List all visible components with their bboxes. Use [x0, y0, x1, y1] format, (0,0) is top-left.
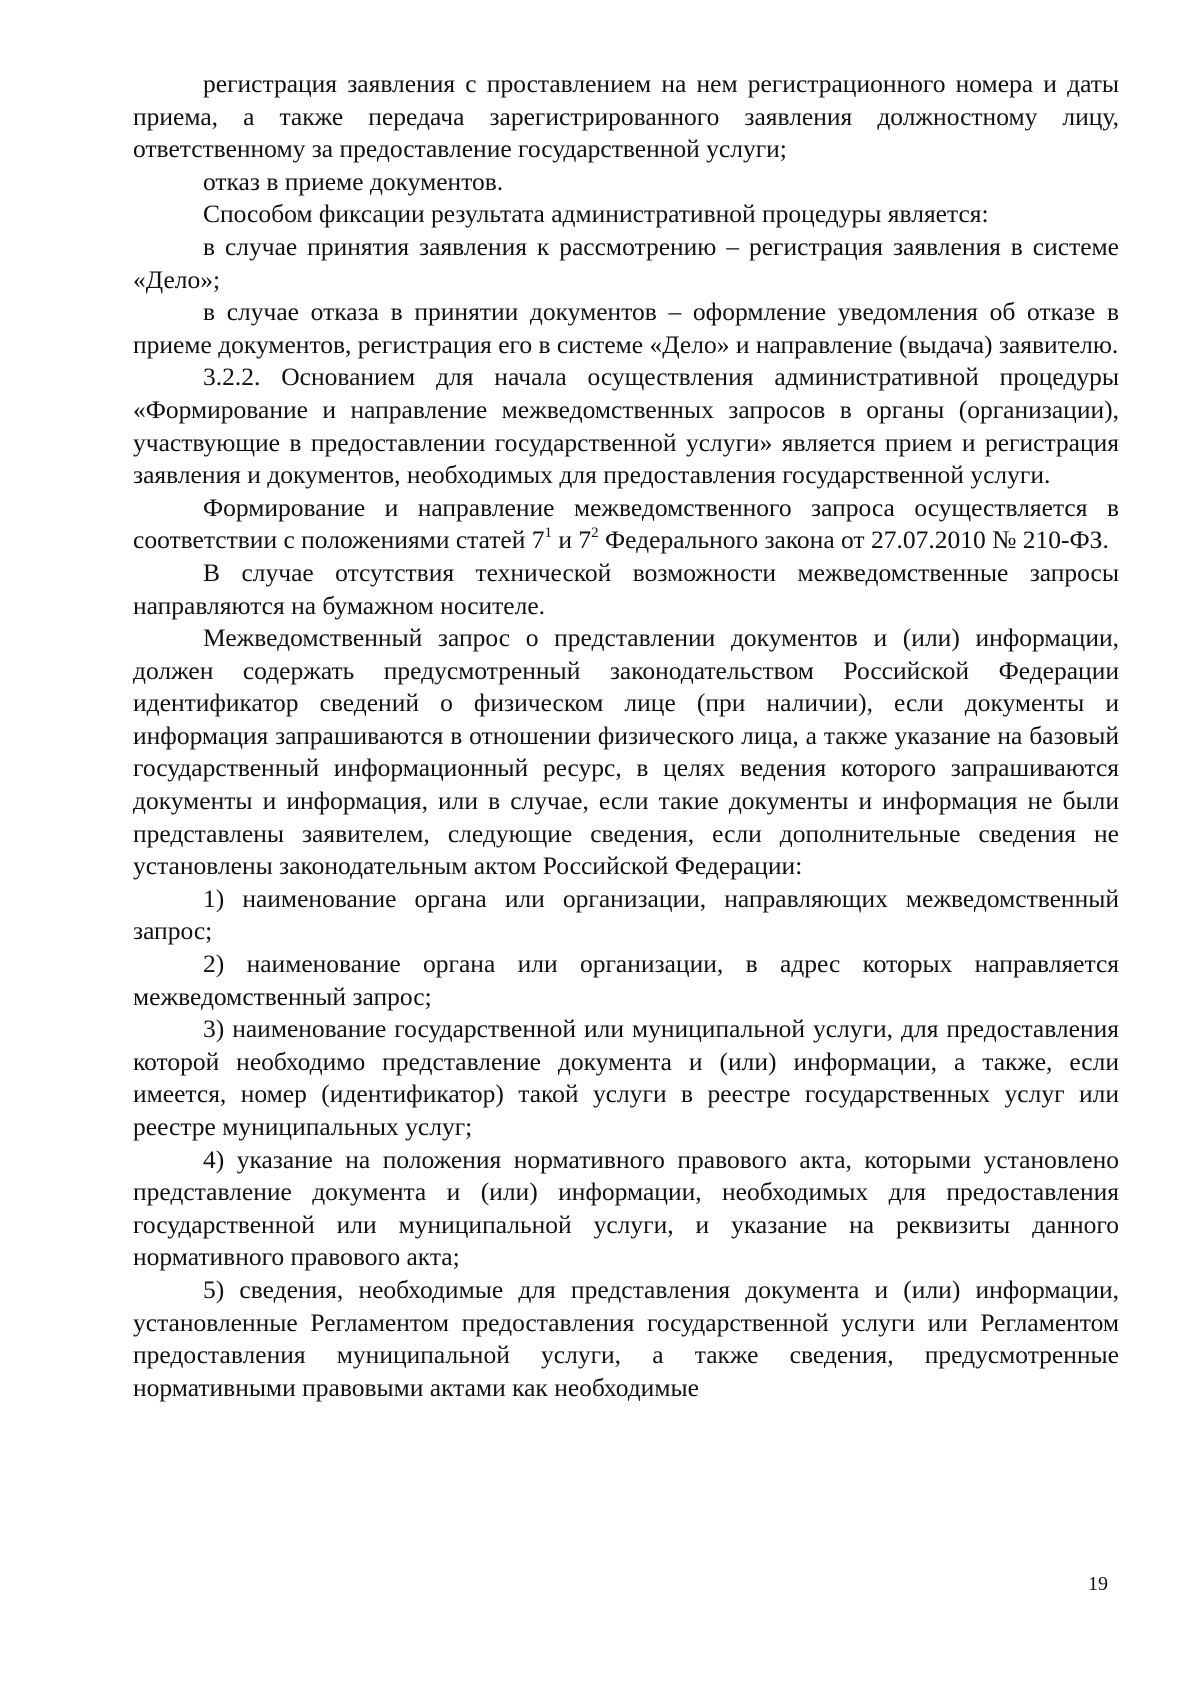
- list-item-5: 5) сведения, необходимые для представления документа и (или) информации, установленные Регламентом предоставления государственной услуги или Регламентом предоставления муниципальной услуги, а также сведения, предусмотренные нормативными правовыми актами как необходимые: [133, 1274, 1119, 1402]
- paragraph-registration-action: регистрация заявления с проставлением на нем регистрационного номера и даты приема, а также передача зарегистрированного заявления должностному лицу, ответственному за предоставление государственной услуги;: [133, 69, 1119, 164]
- paragraph-request-requirements: Межведомственный запрос о представлении документов и (или) информации, должен содержать предусмотренный законодательством Российской Федерации идентификатор сведений о физическом лице (при наличии), если документы и информация запрашиваются в отношении физического лица, а также указание на базовый государственный информационный ресурс, в целях ведения которого запрашиваются документы и информация, или в случае, если такие документы и информация не были представлены заявителем, следующие сведения, если дополнительные сведения не установлены законодательным актом Российской Федерации:: [133, 623, 1119, 881]
- article-superscript-2: 2: [591, 524, 599, 541]
- paragraph-federal-law-text-3: Федерального закона от 27.07.2010 № 210-ФЗ.: [598, 525, 1109, 555]
- paragraph-refusal-case: в случае отказа в принятии документов – оформление уведомления об отказе в приеме документов, регистрация его в системе «Дело» и направление (выдача) заявителю.: [133, 297, 1119, 359]
- paragraph-refusal-action: отказ в приеме документов.: [203, 166, 504, 196]
- paragraph-acceptance-case: в случае принятия заявления к рассмотрению – регистрация заявления в системе «Дело»;: [133, 231, 1119, 294]
- page-number: 19: [1088, 1573, 1108, 1595]
- paragraph-section-3-2-2: 3.2.2. Основанием для начала осуществления административной процедуры «Формирование и направление межведомственных запросов в органы (организации), участвующие в предоставлении государственной услуги» является прием и регистрация заявления и документов, необходимых для предоставления государственной услуги.: [133, 362, 1119, 490]
- list-item-4: 4) указание на положения нормативного правового акта, которыми установлено представление документа и (или) информации, необходимых для предоставления государственной или муниципальной услуги, и указание на реквизиты данного нормативного правового акта;: [133, 1144, 1119, 1272]
- paragraph-federal-law-reference: [133, 492, 1119, 557]
- paragraph-fixation-method: Способом фиксации результата административной процедуры является:: [203, 199, 989, 229]
- paragraph-paper-requests: В случае отсутствия технической возможности межведомственные запросы направляются на бумажном носителе.: [133, 557, 1119, 620]
- article-superscript-1: 1: [544, 524, 552, 541]
- list-item-3: 3) наименование государственной или муниципальной услуги, для предоставления которой необходимо представление документа и (или) информации, а также, если имеется, номер (идентификатор) такой услуги в реестре государственных услуг или реестре муниципальных услуг;: [133, 1014, 1119, 1141]
- document-body: [133, 68, 1119, 1404]
- list-item-2: 2) наименование органа или организации, в адрес которых направляется межведомственный запрос;: [133, 949, 1119, 1011]
- list-item-1: 1) наименование органа или организации, направляющих межведомственный запрос;: [133, 883, 1119, 946]
- paragraph-federal-law-text-1: Формирование и направление межведомственного запроса осуществляется в соответствии с положениями статей 7: [133, 492, 1119, 555]
- paragraph-federal-law-text-2: и 7: [552, 525, 592, 555]
